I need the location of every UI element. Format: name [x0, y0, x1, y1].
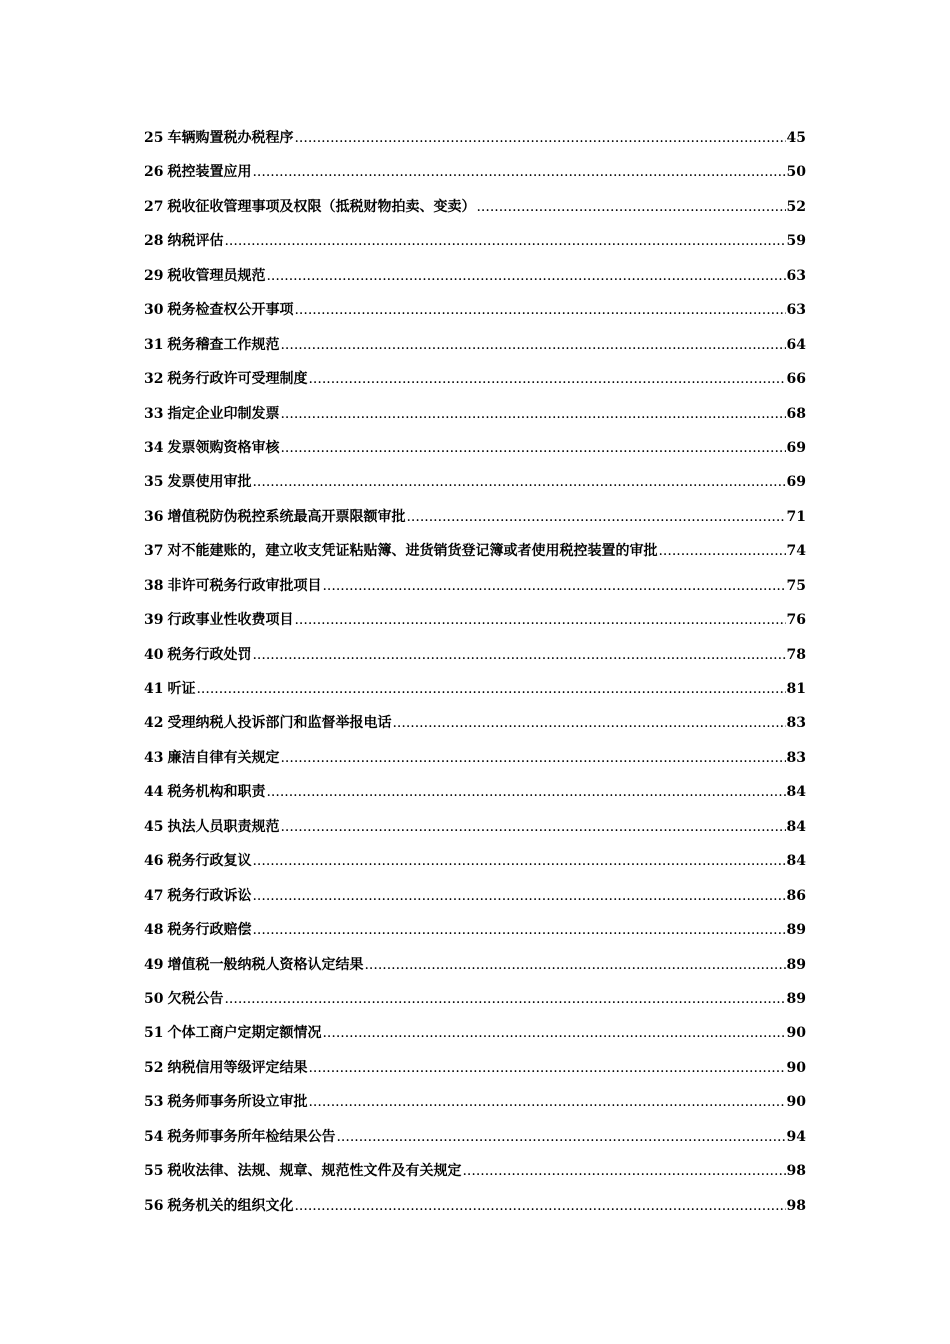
toc-dot-leader	[280, 440, 785, 456]
toc-entry[interactable]	[144, 575, 806, 609]
toc-entry-number: 52	[144, 1059, 164, 1076]
toc-entry[interactable]	[144, 747, 806, 781]
toc-entry[interactable]	[144, 678, 806, 712]
toc-dot-leader	[252, 853, 785, 869]
toc-entry-title: 纳税信用等级评定结果	[167, 1059, 308, 1076]
toc-entry-title: 税务师事务所设立审批	[167, 1094, 308, 1111]
toc-entry-page: 89	[786, 990, 806, 1007]
toc-entry-title: 税控装置应用	[167, 164, 252, 181]
toc-entry-page: 83	[786, 715, 806, 732]
toc-entry-page: 69	[786, 474, 806, 491]
toc-dot-leader	[462, 1163, 785, 1179]
toc-entry-title: 税务稽查工作规范	[167, 336, 280, 353]
toc-dot-leader	[252, 647, 785, 663]
toc-entry-title: 增值税一般纳税人资格认定结果	[167, 956, 364, 973]
toc-entry-number: 28	[144, 233, 164, 250]
toc-entry-title: 税务行政复议	[167, 853, 252, 870]
toc-entry-page: 78	[786, 646, 806, 663]
toc-entry[interactable]	[144, 816, 806, 850]
toc-entry-title: 税务行政许可受理制度	[167, 371, 308, 388]
toc-entry-title: 欠税公告	[167, 990, 224, 1007]
toc-entry-page: 84	[786, 853, 806, 870]
toc-entry-number: 41	[144, 681, 164, 697]
toc-entry-number: 56	[144, 1197, 164, 1214]
toc-dot-leader	[224, 991, 785, 1007]
toc-dot-leader	[406, 509, 785, 525]
toc-entry[interactable]	[144, 471, 806, 505]
toc-dot-leader	[224, 233, 785, 249]
toc-entry-number: 44	[144, 784, 164, 801]
toc-entry-number: 26	[144, 164, 164, 181]
toc-entry-title: 税务师事务所年检结果公告	[167, 1128, 336, 1145]
toc-entry-number: 29	[144, 267, 164, 284]
toc-entry[interactable]	[144, 161, 806, 195]
toc-entry-title: 税收法律、法规、规章、规范性文件及有关规定	[167, 1163, 462, 1180]
toc-entry[interactable]	[144, 299, 806, 333]
toc-entry-number: 42	[144, 715, 164, 732]
toc-entry-number: 27	[144, 198, 164, 215]
toc-entry-title: 增值税防伪税控系统最高开票限额审批	[167, 508, 406, 525]
toc-entry-page: 76	[786, 612, 806, 629]
toc-dot-leader	[308, 371, 785, 387]
toc-entry-number: 33	[144, 405, 164, 422]
toc-entry-page: 69	[786, 439, 806, 456]
toc-entry-number: 46	[144, 853, 164, 870]
toc-entry-number: 50	[144, 990, 164, 1007]
toc-entry[interactable]	[144, 954, 806, 988]
toc-dot-leader	[196, 681, 785, 697]
toc-entry-title: 税务机关的组织文化	[167, 1197, 294, 1214]
toc-entry[interactable]	[144, 1195, 806, 1229]
toc-entry-title: 发票领购资格审核	[167, 439, 280, 456]
toc-dot-leader	[266, 784, 785, 800]
toc-entry-number: 43	[144, 749, 164, 766]
toc-entry[interactable]	[144, 885, 806, 919]
toc-entry-page: 64	[786, 336, 806, 353]
toc-entry[interactable]	[144, 1126, 806, 1160]
toc-entry[interactable]	[144, 368, 806, 402]
toc-entry-page: 90	[786, 1094, 806, 1111]
toc-entry-title: 税务行政赔偿	[167, 922, 252, 939]
toc-entry-title: 税务机构和职责	[167, 784, 266, 801]
toc-dot-leader	[308, 1060, 785, 1076]
toc-dot-leader	[322, 578, 785, 594]
toc-entry-page: 68	[786, 405, 806, 422]
toc-entry-page: 83	[786, 749, 806, 766]
toc-entry-title: 受理纳税人投诉部门和监督举报电话	[167, 715, 392, 732]
toc-entry-page: 84	[786, 784, 806, 801]
toc-entry-number: 53	[144, 1094, 164, 1111]
toc-dot-leader	[280, 337, 785, 353]
toc-entry[interactable]	[144, 265, 806, 299]
toc-entry-title: 行政事业性收费项目	[167, 612, 294, 629]
toc-entry-page: 52	[786, 198, 806, 215]
toc-entry-page: 98	[786, 1163, 806, 1180]
toc-entry-page: 71	[786, 508, 806, 525]
toc-dot-leader	[280, 750, 785, 766]
toc-entry-number: 37	[144, 543, 164, 560]
toc-entry-title: 廉洁自律有关规定	[167, 749, 280, 766]
toc-entry-number: 36	[144, 508, 164, 525]
toc-entry-page: 45	[786, 130, 806, 146]
toc-entry[interactable]	[144, 1160, 806, 1194]
toc-dot-leader	[294, 302, 785, 318]
toc-entry-number: 39	[144, 612, 164, 629]
toc-entry-number: 51	[144, 1025, 164, 1042]
toc-entry-page: 90	[786, 1059, 806, 1076]
toc-entry-title: 听证	[167, 681, 196, 697]
toc-entry-page: 94	[786, 1128, 806, 1145]
toc-entry[interactable]	[144, 127, 806, 161]
toc-entry-title: 税收征收管理事项及权限（抵税财物拍卖、变卖）	[167, 198, 476, 215]
toc-dot-leader	[252, 474, 785, 490]
toc-entry[interactable]	[144, 334, 806, 368]
toc-entry-number: 38	[144, 577, 164, 594]
toc-entry[interactable]	[144, 196, 806, 230]
toc-dot-leader	[364, 957, 785, 973]
toc-dot-leader	[294, 1198, 785, 1214]
toc-dot-leader	[252, 922, 785, 938]
toc-entry-page: 66	[786, 371, 806, 388]
toc-entry-title: 发票使用审批	[167, 474, 252, 491]
toc-entry[interactable]	[144, 712, 806, 746]
table-of-contents	[144, 127, 806, 1229]
toc-entry[interactable]	[144, 1057, 806, 1091]
toc-entry-number: 30	[144, 302, 164, 319]
toc-entry[interactable]	[144, 781, 806, 815]
toc-entry-number: 25	[144, 130, 164, 146]
toc-dot-leader	[252, 888, 785, 904]
toc-entry-number: 40	[144, 646, 164, 663]
toc-entry-title: 税务行政诉讼	[167, 887, 252, 904]
toc-dot-leader	[280, 819, 785, 835]
toc-entry-title: 对不能建账的，建立收支凭证粘贴簿、进货销货登记簿或者使用税控装置的审批	[167, 543, 658, 560]
toc-entry[interactable]	[144, 609, 806, 643]
toc-entry-number: 34	[144, 439, 164, 456]
toc-entry-page: 98	[786, 1197, 806, 1214]
toc-entry-page: 74	[786, 543, 806, 560]
toc-entry[interactable]	[144, 850, 806, 884]
toc-entry[interactable]	[144, 1022, 806, 1056]
toc-entry-page: 89	[786, 956, 806, 973]
toc-entry-page: 86	[786, 887, 806, 904]
toc-entry-title: 指定企业印制发票	[167, 405, 280, 422]
toc-entry-number: 55	[144, 1163, 164, 1180]
toc-entry-title: 税务行政处罚	[167, 646, 252, 663]
toc-entry-title: 个体工商户定期定额情况	[167, 1025, 322, 1042]
toc-entry[interactable]	[144, 437, 806, 471]
toc-dot-leader	[266, 268, 785, 284]
toc-entry[interactable]	[144, 988, 806, 1022]
toc-entry-page: 75	[786, 577, 806, 594]
toc-dot-leader	[252, 164, 785, 180]
toc-dot-leader	[658, 543, 785, 559]
toc-entry-number: 31	[144, 336, 164, 353]
toc-entry-title: 执法人员职责规范	[167, 818, 280, 835]
toc-entry[interactable]	[144, 403, 806, 437]
toc-entry-page: 89	[786, 922, 806, 939]
toc-entry-title: 税务检查权公开事项	[167, 302, 294, 319]
toc-entry-page: 90	[786, 1025, 806, 1042]
toc-entry-title: 非许可税务行政审批项目	[167, 577, 322, 594]
toc-entry-page: 50	[786, 164, 806, 181]
toc-entry-number: 54	[144, 1128, 164, 1145]
toc-entry-title: 车辆购置税办税程序	[167, 130, 294, 146]
toc-entry-page: 63	[786, 267, 806, 284]
toc-entry-page: 84	[786, 818, 806, 835]
toc-dot-leader	[476, 199, 785, 215]
toc-dot-leader	[280, 406, 785, 422]
toc-entry[interactable]	[144, 506, 806, 540]
toc-entry-number: 32	[144, 371, 164, 388]
toc-dot-leader	[294, 130, 785, 146]
toc-entry[interactable]	[144, 644, 806, 678]
toc-entry-number: 47	[144, 887, 164, 904]
toc-entry[interactable]	[144, 1091, 806, 1125]
toc-entry-number: 48	[144, 922, 164, 939]
toc-dot-leader	[294, 612, 785, 628]
toc-entry-page: 59	[786, 233, 806, 250]
toc-dot-leader	[308, 1094, 785, 1110]
toc-entry-number: 49	[144, 956, 164, 973]
toc-entry[interactable]	[144, 230, 806, 264]
toc-entry[interactable]	[144, 919, 806, 953]
toc-entry-page: 81	[786, 681, 806, 697]
toc-entry-title: 税收管理员规范	[167, 267, 266, 284]
toc-entry[interactable]	[144, 540, 806, 574]
toc-dot-leader	[392, 715, 785, 731]
toc-entry-title: 纳税评估	[167, 233, 224, 250]
toc-entry-number: 45	[144, 818, 164, 835]
toc-dot-leader	[322, 1025, 785, 1041]
toc-entry-number: 35	[144, 474, 164, 491]
toc-entry-page: 63	[786, 302, 806, 319]
toc-dot-leader	[336, 1129, 785, 1145]
